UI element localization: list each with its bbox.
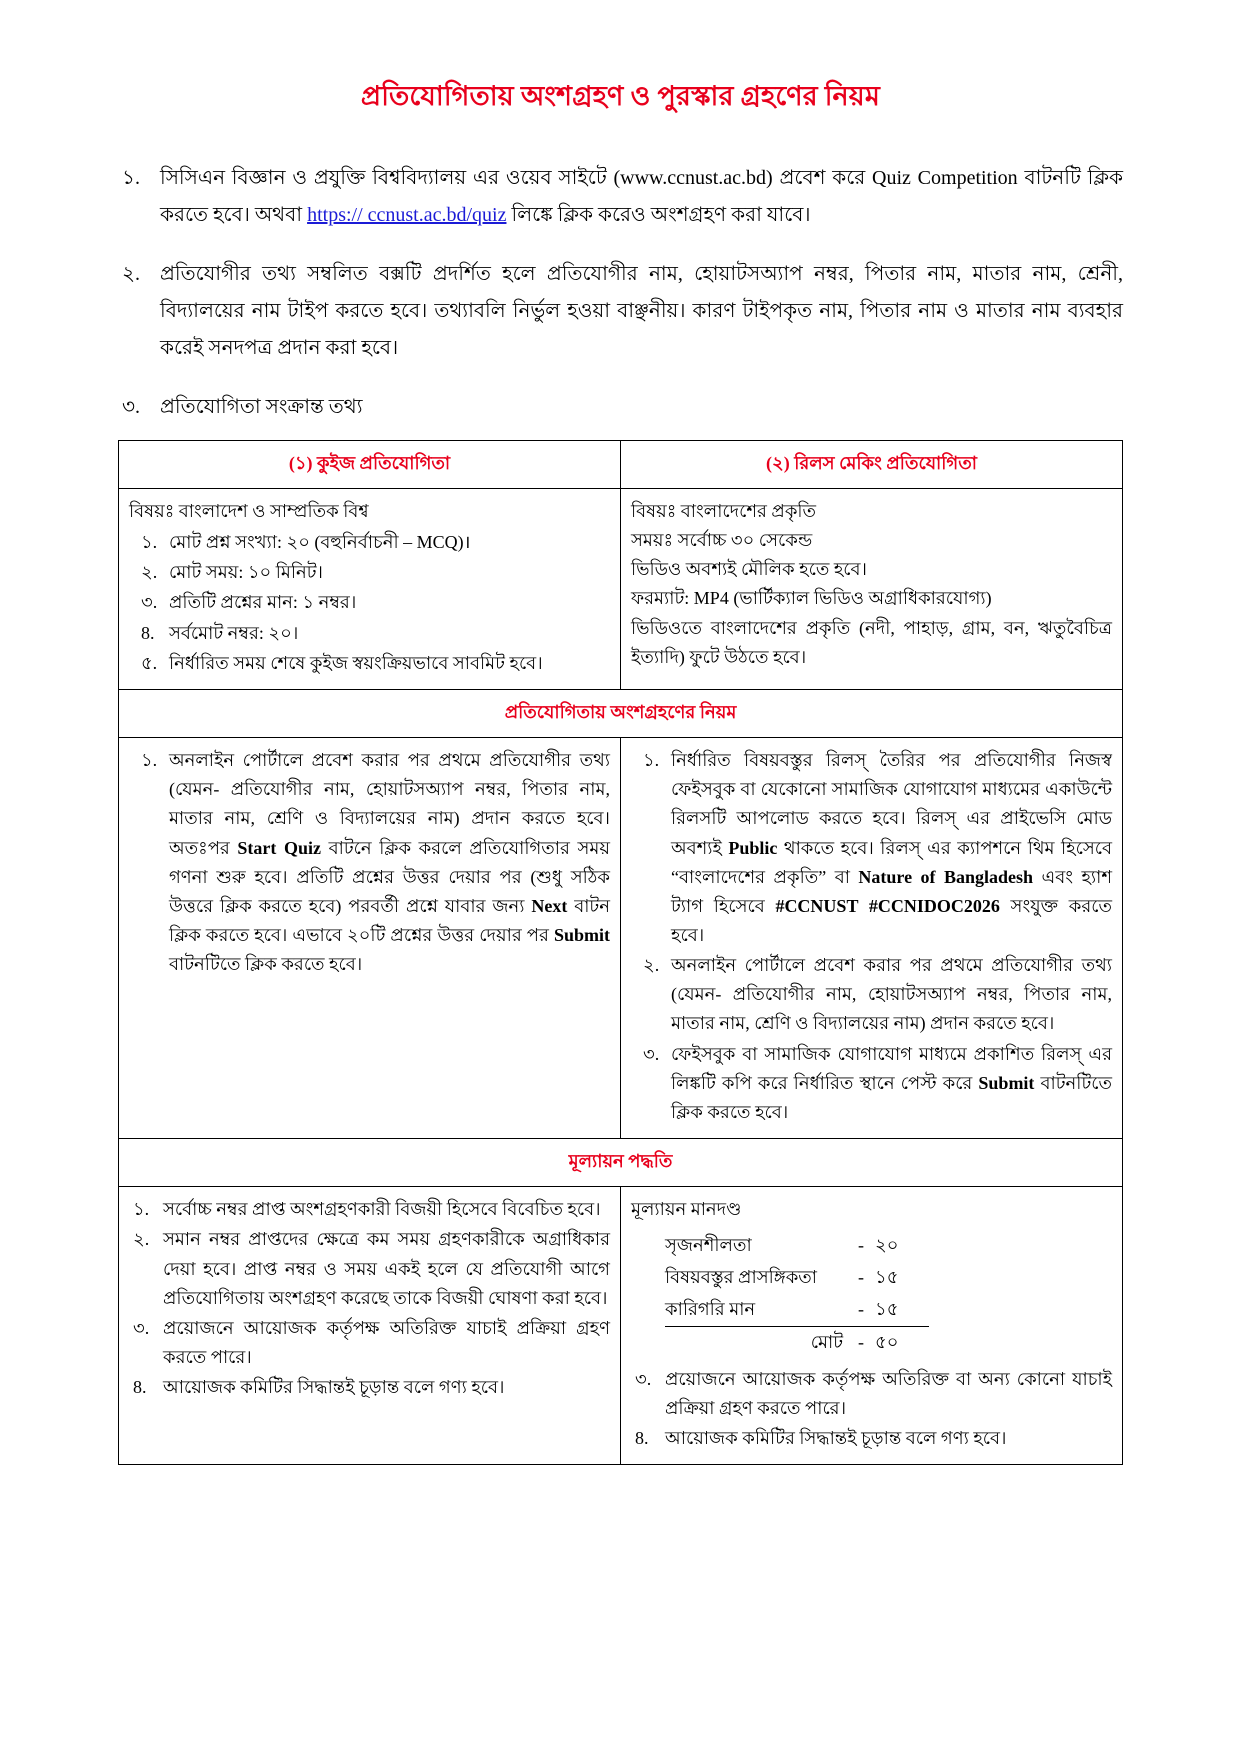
criteria-title: মূল্যায়ন মানদণ্ড xyxy=(631,1199,742,1220)
item-text: প্রতিযোগিতা সংক্রান্ত তথ্য xyxy=(160,395,363,418)
criteria-dash: - xyxy=(853,1294,875,1326)
item-number: ৩. xyxy=(122,395,141,418)
instruction-item-3 xyxy=(118,389,1123,426)
criteria-total-value: ৫০ xyxy=(875,1331,899,1352)
quiz-subject: বিষয়ঃ বাংলাদেশ ও সাম্প্রতিক বিশ্ব xyxy=(129,500,369,521)
quiz-evaluation-list xyxy=(129,1195,610,1402)
criteria-value: ২০ xyxy=(875,1235,899,1256)
list-text: মোট সময়: ১০ মিনিট। xyxy=(169,562,323,583)
table-row-info xyxy=(119,488,1123,689)
list-item xyxy=(631,1040,1112,1127)
list-item xyxy=(129,1314,610,1372)
list-marker: ৩. xyxy=(141,592,158,613)
list-text: আয়োজক কমিটির সিদ্ধান্তই চূড়ান্ত বলে গণ্য হবে। xyxy=(163,1377,505,1398)
criteria-dash: - xyxy=(858,1267,865,1288)
cell-reels-rules xyxy=(621,738,1123,1139)
list-text: অনলাইন পোর্টালে প্রবেশ করার পর প্রথমে প্রতিযোগীর তথ্য (যেমন- প্রতিযোগীর নাম, হোয়াটসঅ্যাপ নম্বর, পিতার নাম, মাতার নাম, শ্রেণি ও বিদ্যালয়ের নাম) প্রদান করতে হবে। অতঃপর Start Quiz বাটনে ক্লিক করলে প্রতিযোগিতার সময় গণনা শুরু হবে। প্রতিটি প্রশ্নের উত্তর দেয়ার পর (শুধু সঠিক উত্তরে ক্লিক করতে হবে) পরবর্তী প্রশ্নে যাবার জন্য Next বাটন ক্লিক করতে হবে। এভাবে ২০টি প্রশ্নের উত্তর দেয়ার পর Submit বাটনটিতে ক্লিক করতে হবে। xyxy=(169,750,610,975)
table-section-rules-row xyxy=(119,689,1123,737)
page-title: প্রতিযোগিতায় অংশগ্রহণ ও পুরস্কার গ্রহণের নিয়ম xyxy=(360,81,881,111)
list-item xyxy=(129,1225,610,1312)
cell-reels-evaluation xyxy=(621,1187,1123,1465)
list-marker: 8. xyxy=(635,1427,649,1448)
list-text: সর্বোচ্চ নম্বর প্রাপ্ত অংশগ্রহণকারী বিজয়ী হিসেবে বিবেচিত হবে। xyxy=(163,1199,601,1220)
list-item xyxy=(631,951,1112,1038)
list-marker: ১. xyxy=(643,750,660,771)
criteria-value: ১৫ xyxy=(875,1294,929,1326)
list-marker: ১. xyxy=(133,1199,150,1220)
list-item xyxy=(129,558,610,587)
item-text: প্রতিযোগীর তথ্য সম্বলিত বক্সটি প্রদর্শিত হলে প্রতিযোগীর নাম, হোয়াটসঅ্যাপ নম্বর, পিতার নাম, মাতার নাম, শ্রেনী, বিদ্যালয়ের নাম টাইপ করতে হবে। তথ্যাবলি নির্ভুল হওয়া বাঞ্ছনীয়। কারণ টাইপকৃত নাম, পিতার নাম ও মাতার নাম ব্যবহার করেই সনদপত্র প্রদান করা হবে। xyxy=(160,262,1123,359)
list-marker: ৫. xyxy=(141,652,158,673)
list-text: আয়োজক কমিটির সিদ্ধান্তই চূড়ান্ত বলে গণ্য হবে। xyxy=(665,1427,1007,1448)
list-item xyxy=(631,1365,1112,1423)
list-marker: 8. xyxy=(133,1377,147,1398)
list-item xyxy=(631,1424,1112,1453)
criteria-dash: - xyxy=(858,1235,865,1256)
instruction-item-2 xyxy=(118,256,1123,367)
cell-reels-info xyxy=(621,488,1123,689)
instruction-item-1 xyxy=(118,160,1123,234)
criteria-total-dash: - xyxy=(858,1331,865,1352)
list-text: ফেইসবুক বা সামাজিক যোগাযোগ মাধ্যমে প্রকাশিত রিলস্ এর লিঙ্কটি কপি করে নির্ধারিত স্থানে পেস্ট করে Submit বাটনটিতে ক্লিক করতে হবে। xyxy=(671,1043,1112,1122)
list-item xyxy=(129,1195,610,1224)
list-marker: ৩. xyxy=(133,1317,150,1338)
list-marker: ২. xyxy=(643,955,660,976)
reels-rules-list xyxy=(631,746,1112,1127)
list-marker: 8. xyxy=(141,622,155,643)
list-item xyxy=(631,746,1112,950)
item-text-part1: সিসিএন বিজ্ঞান ও প্রযুক্তি বিশ্ববিদ্যালয় এর ওয়েব সাইটে (www.ccnust.ac.bd) প্রবেশ করে Quiz Competition বাটনটি ক্লিক করতে হবে। অথবা xyxy=(160,166,1123,226)
list-text: নির্ধারিত সময় শেষে কুইজ স্বয়ংক্রিয়ভাবে সাবমিট হবে। xyxy=(169,652,543,673)
reels-originality: ভিডিও অবশ্যই মৌলিক হতে হবে। xyxy=(631,559,867,580)
item-number: ২. xyxy=(122,262,141,285)
criteria-total-label: মোট xyxy=(810,1331,844,1352)
list-item xyxy=(129,588,610,617)
item-text xyxy=(160,160,1123,234)
list-marker: ২. xyxy=(141,562,158,583)
list-text: সমান নম্বর প্রাপ্তদের ক্ষেত্রে কম সময় গ্রহণকারীকে অগ্রাধিকার দেয়া হবে। প্রাপ্ত নম্বর ও সময় একই হলে যে প্রতিযোগী আগে প্রতিযোগিতায় অংশগ্রহণ করেছে তাকে বিজয়ী ঘোষণা করা হবে। xyxy=(163,1229,610,1308)
table-header-row xyxy=(119,440,1123,488)
list-item xyxy=(129,649,610,678)
table-section-evaluation-row xyxy=(119,1139,1123,1187)
list-marker: ৩. xyxy=(635,1368,652,1389)
header-reels-competition: (২) রিলস মেকিং প্রতিযোগিতা xyxy=(621,440,1123,488)
quiz-info-list xyxy=(129,528,610,678)
list-text: সর্বমোট নম্বর: ২০। xyxy=(169,622,299,643)
table-row-rules xyxy=(119,738,1123,1139)
criteria-row xyxy=(665,1294,929,1326)
cell-quiz-rules xyxy=(119,738,621,1139)
list-marker: ৩. xyxy=(643,1043,660,1064)
list-text: প্রতিটি প্রশ্নের মান: ১ নম্বর। xyxy=(169,592,357,613)
cell-quiz-info xyxy=(119,488,621,689)
list-item xyxy=(129,619,610,648)
section-evaluation-method: মূল্যায়ন পদ্ধতি xyxy=(119,1139,1123,1187)
item-text-part2: লিঙ্কে ক্লিক করেও অংশগ্রহণ করা যাবে। xyxy=(506,203,811,226)
quiz-rules-list xyxy=(129,746,610,979)
reels-evaluation-list xyxy=(631,1365,1112,1453)
list-text: অনলাইন পোর্টালে প্রবেশ করার পর প্রথমে প্রতিযোগীর তথ্য (যেমন- প্রতিযোগীর নাম, হোয়াটসঅ্যাপ নম্বর, পিতার নাম, মাতার নাম, শ্রেণি ও বিদ্যালয়ের নাম) প্রদান করতে হবে। xyxy=(671,955,1112,1034)
criteria-row xyxy=(665,1230,929,1262)
reels-duration: সময়ঃ সর্বোচ্চ ৩০ সেকেন্ড xyxy=(631,530,813,551)
reels-subject: বিষয়ঃ বাংলাদেশের প্রকৃতি xyxy=(631,500,817,521)
list-text: মোট প্রশ্ন সংখ্যা: ২০ (বহুনির্বাচনী – MCQ)। xyxy=(169,532,471,553)
reels-content: ভিডিওতে বাংলাদেশের প্রকৃতি (নদী, পাহাড়, গ্রাম, বন, ঋতুবৈচিত্র ইত্যাদি) ফুটে উঠতে হবে। xyxy=(631,617,1112,667)
reels-format: ফরম্যাট: MP4 (ভার্টিক্যাল ভিডিও অগ্রাধিকারযোগ্য) xyxy=(631,588,992,609)
list-marker: ১. xyxy=(141,532,158,553)
list-item xyxy=(129,746,610,979)
criteria-value: ১৫ xyxy=(875,1267,899,1288)
list-text: নির্ধারিত বিষয়বস্তুর রিলস্ তৈরির পর প্রতিযোগীর নিজস্ব ফেইসবুক বা যেকোনো সামাজিক যোগাযোগ মাধ্যমের একাউন্টে রিলসটি আপলোড করতে হবে। রিলস্ এর প্রাইভেসি মোড অবশ্যই Public থাকতে হবে। রিলস্ এর ক্যাপশনে থিম হিসেবে “বাংলাদেশের প্রকৃতি” বা Nature of Bangladesh এবং হ্যাশ ট্যাগ হিসেবে #CCNUST #CCNIDOC2026 সংযুক্ত করতে হবে। xyxy=(671,750,1113,945)
criteria-total-row xyxy=(665,1326,929,1358)
list-item xyxy=(129,1373,610,1402)
criteria-label: সৃজনশীলতা xyxy=(665,1235,752,1256)
criteria-label: কারিগরি মান xyxy=(665,1294,853,1326)
criteria-label: বিষয়বস্তুর প্রাসঙ্গিকতা xyxy=(665,1267,818,1288)
list-marker: ২. xyxy=(133,1229,150,1250)
header-quiz-competition: (১) কুইজ প্রতিযোগিতা xyxy=(119,440,621,488)
item-number: ১. xyxy=(122,166,140,189)
criteria-row xyxy=(665,1262,929,1294)
list-item xyxy=(129,528,610,557)
cell-quiz-evaluation xyxy=(119,1187,621,1465)
quiz-link[interactable]: https:// ccnust.ac.bd/quiz xyxy=(307,203,507,226)
criteria-table xyxy=(665,1230,929,1358)
section-participation-rules: প্রতিযোগিতায় অংশগ্রহণের নিয়ম xyxy=(119,689,1123,737)
competition-table xyxy=(118,440,1123,1465)
table-row-evaluation xyxy=(119,1187,1123,1465)
list-text: প্রয়োজনে আয়োজক কর্তৃপক্ষ অতিরিক্ত যাচাই প্রক্রিয়া গ্রহণ করতে পারে। xyxy=(163,1317,610,1368)
list-marker: ১. xyxy=(141,750,158,771)
list-text: প্রয়োজনে আয়োজক কর্তৃপক্ষ অতিরিক্ত বা অন্য কোনো যাচাই প্রক্রিয়া গ্রহণ করতে পারে। xyxy=(665,1368,1112,1418)
